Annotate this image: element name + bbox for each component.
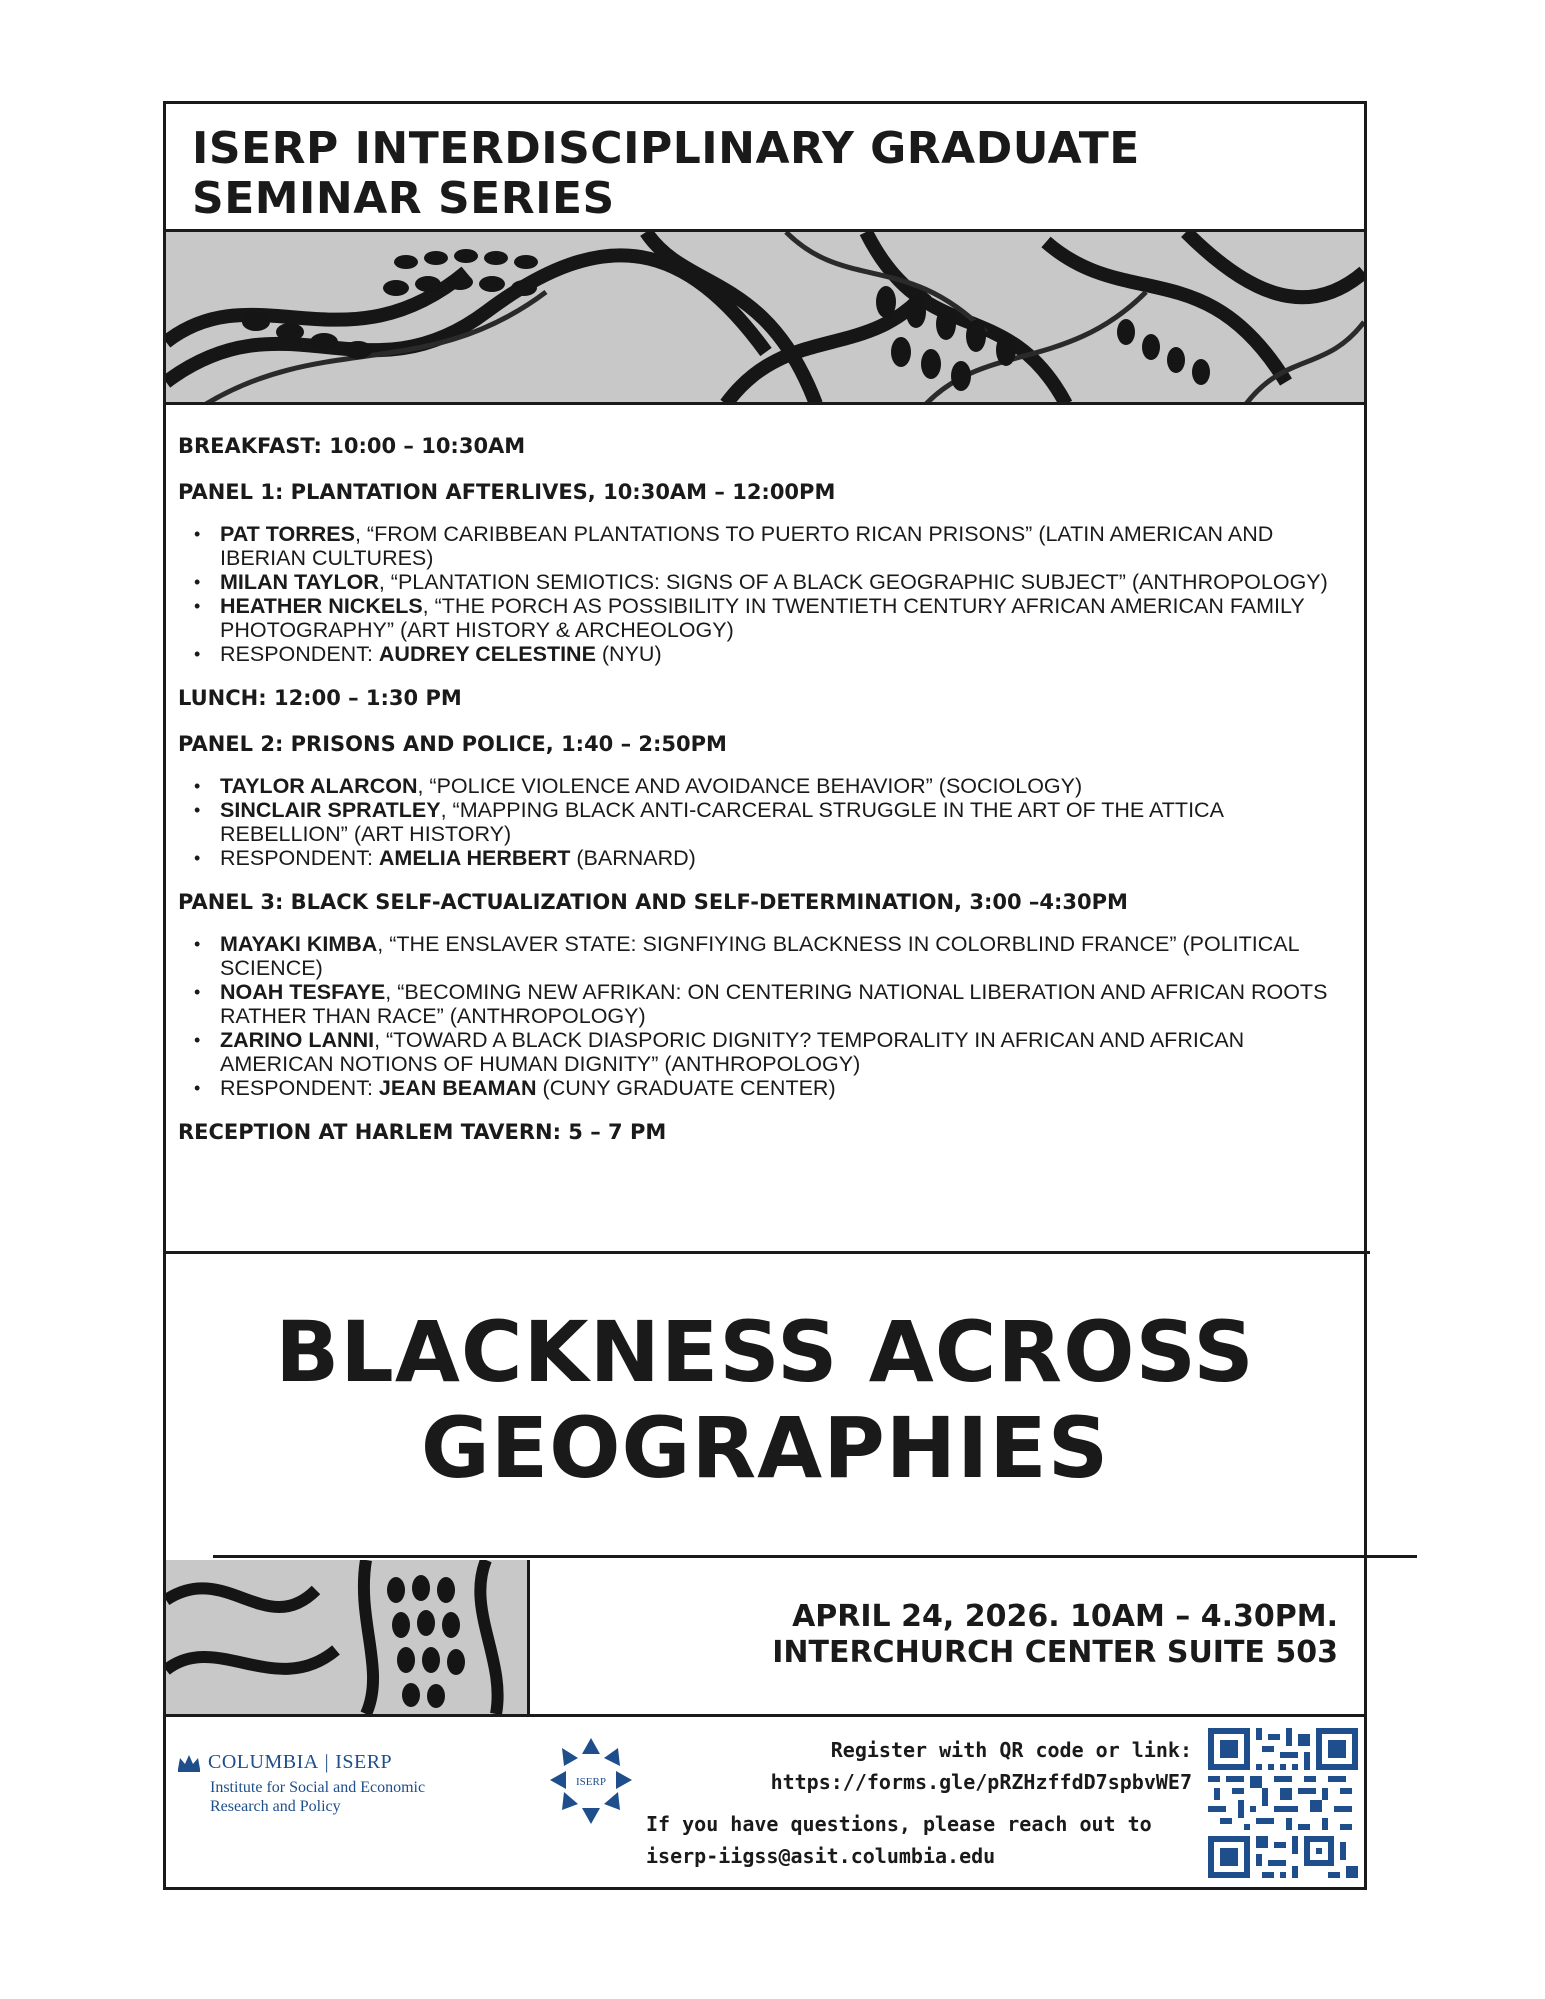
columbia-iserp-logo <box>176 1751 476 1816</box>
talk-details: , “TOWARD A BLACK DIASPORIC DIGNITY? TEMPORALITY IN AFRICAN AND AFRICAN AMERICAN NOTIONS OF HUMAN DIGNITY” (ANTHROPOLOGY) <box>220 1028 1245 1076</box>
talk-item <box>220 774 1353 798</box>
panel-2-talks <box>178 774 1353 870</box>
series-title: ISERP INTERDISCIPLINARY GRADUATE SEMINAR SERIES <box>192 123 1140 224</box>
talk-details: , “THE PORCH AS POSSIBILITY IN TWENTIETH CENTURY AFRICAN AMERICAN FAMILY PHOTOGRAPHY” (ART HISTORY & ARCHEOLOGY) <box>220 594 1305 642</box>
talk-details: , “POLICE VIOLENCE AND AVOIDANCE BEHAVIOR” (SOCIOLOGY) <box>417 774 1083 798</box>
talk-item <box>220 570 1353 594</box>
institute-name-line-2: Research and Policy <box>210 1798 341 1815</box>
talk-item <box>220 594 1353 642</box>
speaker-name: PAT TORRES <box>220 522 355 546</box>
talk-details: , “MAPPING BLACK ANTI-CARCERAL STRUGGLE IN THE ART OF THE ATTICA REBELLION” (ART HISTORY) <box>220 798 1223 846</box>
poster-frame <box>163 101 1367 1890</box>
respondent-label: RESPONDENT: <box>220 642 379 666</box>
event-location: INTERCHURCH CENTER SUITE 503 <box>772 1635 1338 1670</box>
respondent-item <box>220 1076 1353 1100</box>
registration-info <box>636 1734 1192 1798</box>
institute-name <box>210 1778 476 1816</box>
schedule <box>178 434 1353 1166</box>
divider <box>166 1251 1370 1254</box>
banner-image <box>166 232 1364 404</box>
main-title-line-2: GEOGRAPHIES <box>420 1399 1110 1497</box>
contact-info <box>646 1808 1152 1872</box>
panel-1-talks <box>178 522 1353 666</box>
speaker-name: SINCLAIR SPRATLEY <box>220 798 441 822</box>
divider <box>166 402 1364 405</box>
register-link[interactable]: https://forms.gle/pRZHzffdD7spbvWE7 <box>770 1770 1192 1794</box>
talk-details: , “BECOMING NEW AFRIKAN: ON CENTERING NATIONAL LIBERATION AND AFRICAN ROOTS RATHER THAN RACE” (ANTHROPOLOGY) <box>220 980 1328 1028</box>
talk-item <box>220 1028 1353 1076</box>
contact-email[interactable]: iserp-iigss@asit.columbia.edu <box>646 1844 996 1868</box>
divider <box>166 1714 1364 1717</box>
iserp-badge-text: ISERP <box>576 1776 606 1788</box>
talk-item <box>220 798 1353 846</box>
panel-2-heading: PANEL 2: PRISONS AND POLICE, 1:40 – 2:50PM <box>178 732 727 756</box>
speaker-name: NOAH TESFAYE <box>220 980 386 1004</box>
speaker-name: ZARINO LANNI <box>220 1028 375 1052</box>
institute-name-line-1: Institute for Social and Economic <box>210 1779 426 1796</box>
talk-details: , “FROM CARIBBEAN PLANTATIONS TO PUERTO RICAN PRISONS” (LATIN AMERICAN AND IBERIAN CULTURES) <box>220 522 1274 570</box>
talk-details: , “PLANTATION SEMIOTICS: SIGNS OF A BLACK GEOGRAPHIC SUBJECT” (ANTHROPOLOGY) <box>378 570 1328 594</box>
event-date-time: APRIL 24, 2026. 10AM – 4.30PM. <box>792 1599 1338 1634</box>
speaker-name: HEATHER NICKELS <box>220 594 423 618</box>
respondent-name: AUDREY CELESTINE <box>378 642 596 666</box>
main-title-line-1: BLACKNESS ACROSS <box>275 1303 1255 1401</box>
lunch-line: LUNCH: 12:00 – 1:30 PM <box>178 686 462 710</box>
respondent-name: AMELIA HERBERT <box>378 846 571 870</box>
main-title <box>166 1304 1364 1496</box>
respondent-label: RESPONDENT: <box>220 1076 379 1100</box>
talk-item <box>220 522 1353 570</box>
respondent-affiliation: (NYU) <box>595 642 662 666</box>
speaker-name: MAYAKI KIMBA <box>220 932 378 956</box>
questions-line: If you have questions, please reach out to <box>646 1812 1152 1836</box>
speaker-name: MILAN TAYLOR <box>220 570 379 594</box>
qr-code[interactable] <box>1208 1728 1358 1878</box>
iserp-wordmark: ISERP <box>335 1751 393 1773</box>
breakfast-line: BREAKFAST: 10:00 – 10:30AM <box>178 434 526 458</box>
panel-1-heading: PANEL 1: PLANTATION AFTERLIVES, 10:30AM – 12:00PM <box>178 480 836 504</box>
reception-line: RECEPTION AT HARLEM TAVERN: 5 – 7 PM <box>178 1120 667 1144</box>
panel-3-talks <box>178 932 1353 1100</box>
speaker-name: TAYLOR ALARCON <box>220 774 418 798</box>
iserp-badge-logo <box>544 1734 638 1828</box>
event-info <box>772 1599 1338 1671</box>
columbia-wordmark: COLUMBIA <box>208 1751 319 1773</box>
talk-item <box>220 980 1353 1028</box>
respondent-affiliation: (BARNARD) <box>570 846 696 870</box>
respondent-name: JEAN BEAMAN <box>378 1076 537 1100</box>
respondent-item <box>220 846 1353 870</box>
respondent-item <box>220 642 1353 666</box>
respondent-label: RESPONDENT: <box>220 846 379 870</box>
respondent-affiliation: (CUNY GRADUATE CENTER) <box>536 1076 836 1100</box>
thumbnail-image <box>166 1560 530 1714</box>
register-line: Register with QR code or link: <box>830 1738 1192 1762</box>
talk-details: , “THE ENSLAVER STATE: SIGNFIYING BLACKNESS IN COLORBLIND FRANCE” (POLITICAL SCIENCE) <box>220 932 1299 980</box>
logo-divider: | <box>324 1751 330 1773</box>
crown-icon <box>176 1753 202 1773</box>
talk-item <box>220 932 1353 980</box>
panel-3-heading: PANEL 3: BLACK SELF-ACTUALIZATION AND SELF-DETERMINATION, 3:00 –4:30PM <box>178 890 1128 914</box>
